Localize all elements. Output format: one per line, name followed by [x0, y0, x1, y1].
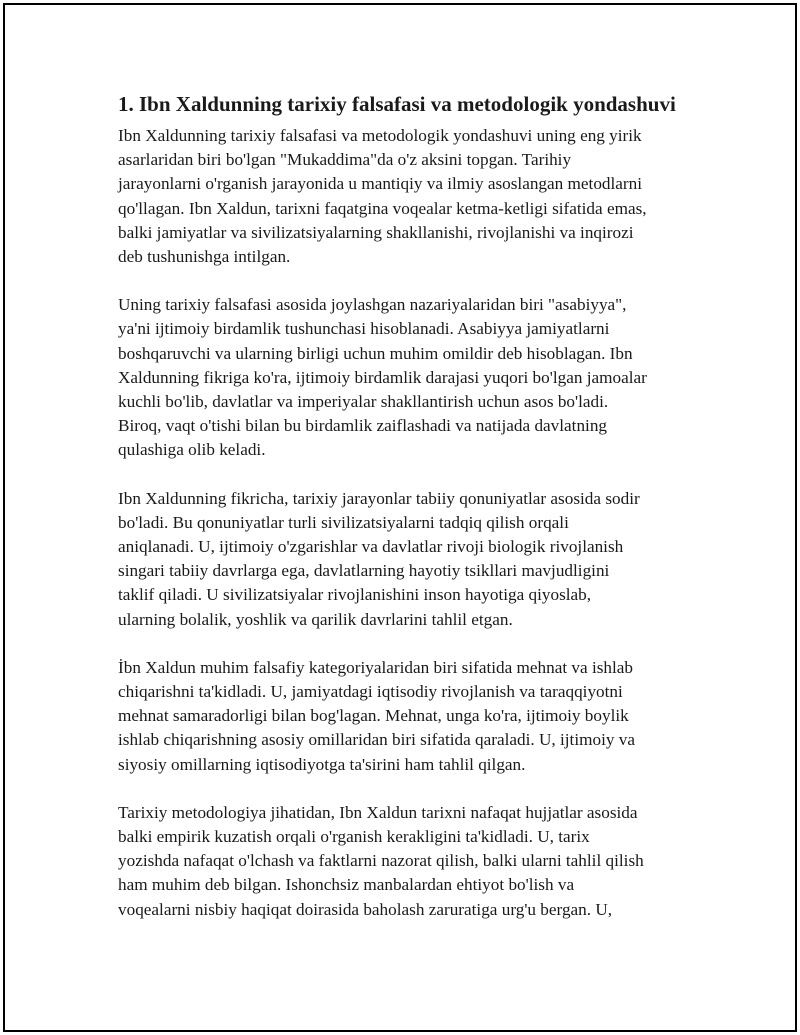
text-line: asarlaridan biri bo'lgan "Mukaddima"da o'z aksini topgan. Tarihiy	[118, 150, 572, 170]
text-line: voqealarni nisbiy haqiqat doirasida baholash zaruratiga urg'u bergan. U,	[118, 899, 613, 919]
text-line: deb tushunishga intilgan.	[118, 247, 291, 267]
text-line: balki jamiyatlar va sivilizatsiyalarning shakllanishi, rivojlanishi va inqirozi	[118, 222, 634, 242]
text-line: yozishda nafaqat o'lchash va faktlarni nazorat qilish, balki ularni tahlil qilish	[118, 851, 644, 871]
paragraph-1	[118, 124, 698, 269]
text-line: mehnat samaradorligi bilan bog'lagan. Mehnat, unga ko'ra, ijtimoiy boylik	[118, 706, 629, 726]
text-line: kuchli bo'lib, davlatlar va imperiyalar shakllantirish uchun asos bo'ladi.	[118, 392, 609, 412]
paragraph-5	[118, 801, 698, 922]
text-line: Ibn Xaldunning fikricha, tarixiy jarayonlar tabiiy qonuniyatlar asosida sodir	[118, 488, 640, 508]
text-line: Uning tarixiy falsafasi asosida joylashgan nazariyalaridan biri "asabiyya",	[118, 295, 627, 315]
text-line: taklif qiladi. U sivilizatsiyalar rivojlanishini inson hayotiga qiyoslab,	[118, 585, 592, 605]
text-line: İbn Xaldun muhim falsafiy kategoriyalaridan biri sifatida mehnat va ishlab	[118, 657, 633, 677]
text-line: siyosiy omillarning iqtisodiyotga ta'sirini ham tahlil qilgan.	[118, 754, 526, 774]
text-line: Ibn Xaldunning tarixiy falsafasi va metodologik yondashuvi uning eng yirik	[118, 126, 642, 145]
text-line: balki empirik kuzatish orqali o'rganish kerakligini ta'kidladi. U, tarix	[118, 827, 590, 847]
paragraph-4	[118, 656, 698, 777]
paragraph-3	[118, 487, 698, 632]
text-line: jarayonlarni o'rganish jarayonida u mantiqiy va ilmiy asoslangan metodlarni	[118, 174, 643, 194]
text-line: ishlab chiqarishning asosiy omillaridan biri sifatida qaraladi. U, ijtimoiy va	[118, 730, 635, 750]
section-heading: 1. Ibn Xaldunning tarixiy falsafasi va metodologik yondashuvi	[118, 92, 676, 116]
text-line: Biroq, vaqt o'tishi bilan bu birdamlik zaiflashadi va natijada davlatning	[118, 416, 608, 436]
text-line: qulashiga olib keladi.	[118, 440, 266, 460]
text-line: ya'ni ijtimoiy birdamlik tushunchasi hisoblanadi. Asabiyya jamiyatlarni	[118, 319, 610, 339]
document-body	[118, 90, 698, 946]
text-line: aniqlanadi. U, ijtimoiy o'zgarishlar va davlatlar rivoji biologik rivojlanish	[118, 537, 624, 557]
text-line: Xaldunning fikriga ko'ra, ijtimoiy birdamlik darajasi yuqori bo'lgan jamoalar	[118, 367, 647, 387]
text-line: Tarixiy metodologiya jihatidan, Ibn Xaldun tarixni nafaqat hujjatlar asosida	[118, 802, 638, 822]
text-line: chiqarishni ta'kidladi. U, jamiyatdagi iqtisodiy rivojlanish va taraqqiyotni	[118, 682, 623, 702]
paragraph-2	[118, 293, 698, 462]
text-line: singari tabiiy davrlarga ega, davlatlarning hayotiy tsikllari mavjudligini	[118, 561, 610, 581]
text-line: boshqaruvchi va ularning birligi uchun muhim omildir deb hisoblagan. Ibn	[118, 343, 633, 363]
text-line: ham muhim deb bilgan. Ishonchsiz manbalardan ehtiyot bo'lish va	[118, 875, 575, 895]
text-line: bo'ladi. Bu qonuniyatlar turli sivilizatsiyalarni tadqiq qilish orqali	[118, 512, 569, 532]
text-line: ularning bolalik, yoshlik va qarilik davrlarini tahlil etgan.	[118, 609, 513, 629]
text-line: qo'llagan. Ibn Xaldun, tarixni faqatgina voqealar ketma-ketligi sifatida emas,	[118, 198, 647, 218]
